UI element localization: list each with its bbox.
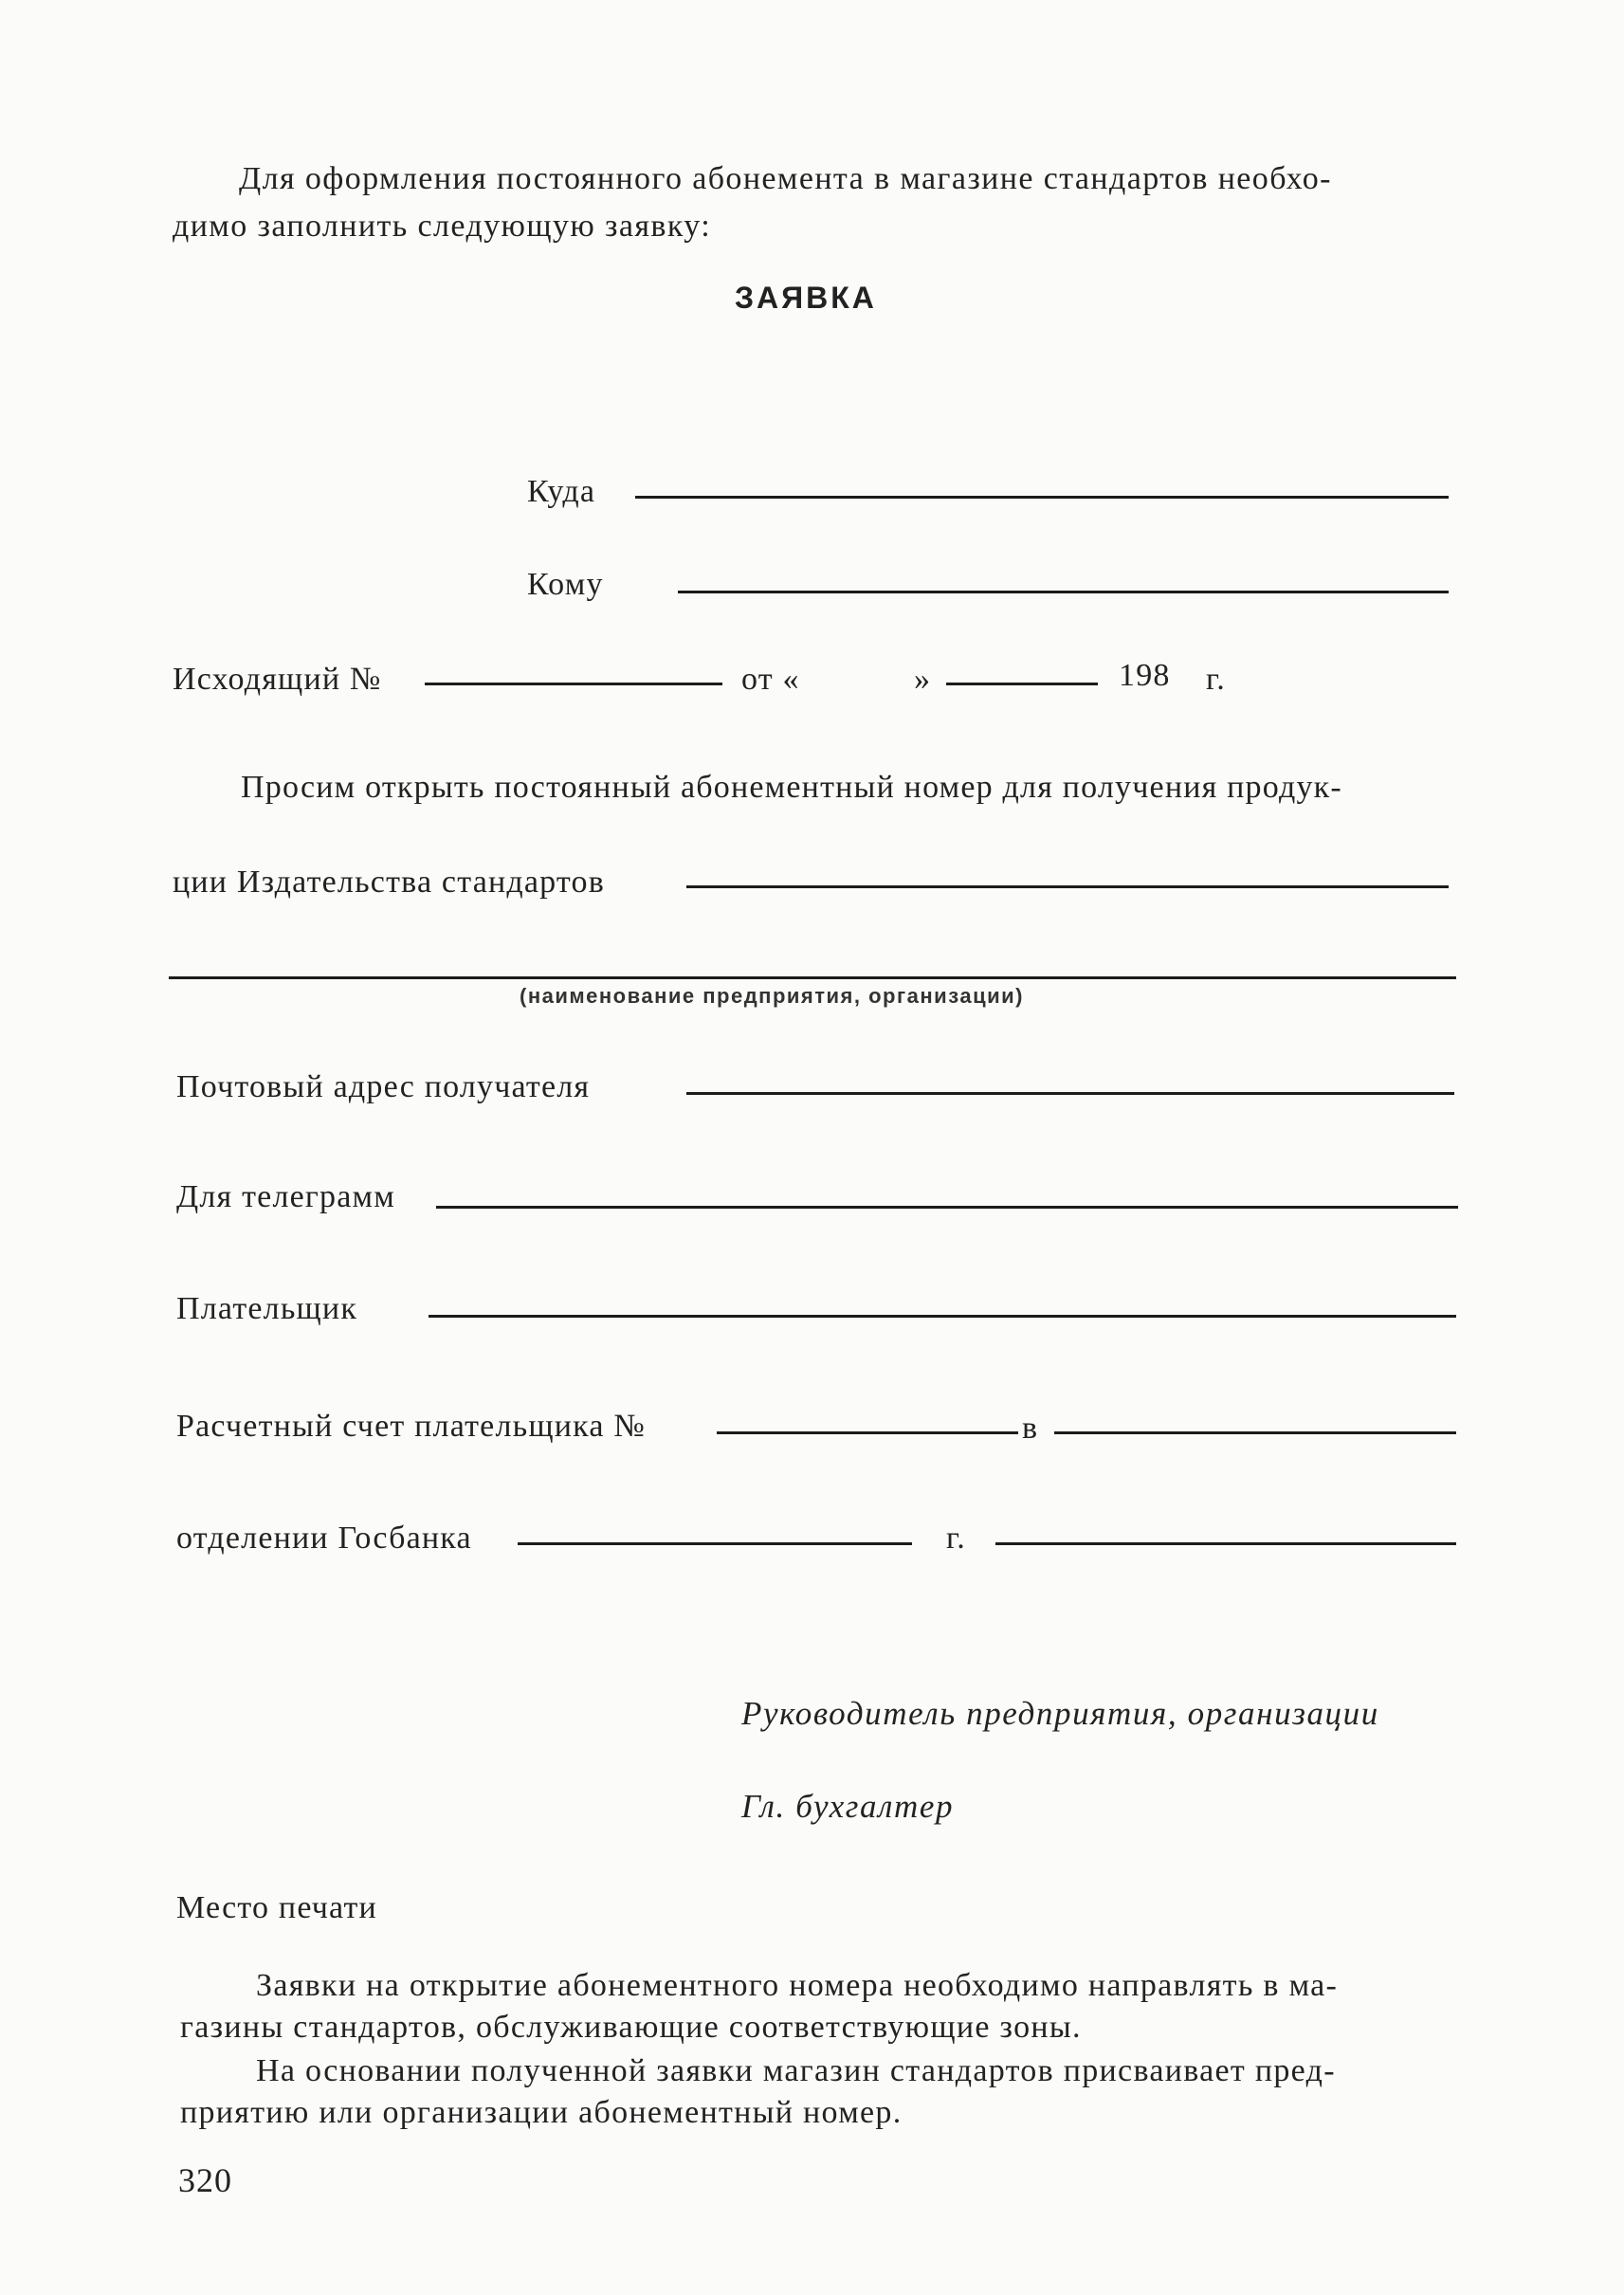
date-close-quote: » (914, 662, 932, 697)
note-2-line-2: приятию или организации абонементный номер. (180, 2095, 903, 2130)
bank-branch-label: отделении Госбанка (176, 1521, 472, 1556)
postal-address-label: Почтовый адрес получателя (176, 1069, 591, 1104)
organization-caption: (наименование предприятия, организации) (520, 984, 1024, 1008)
accountant-signature-label: Гл. бухгалтер (741, 1788, 955, 1825)
bank-city-label: г. (946, 1521, 967, 1556)
page-number: 320 (178, 2161, 232, 2199)
publisher-field[interactable] (686, 885, 1449, 888)
intro-line-2: димо заполнить следующую заявку: (173, 209, 712, 244)
telegram-label: Для телеграмм (176, 1179, 395, 1214)
komu-label: Кому (527, 567, 604, 602)
form-title: ЗАЯВКА (735, 281, 877, 315)
bank-city-field[interactable] (995, 1542, 1456, 1545)
outgoing-number-field[interactable] (425, 683, 722, 685)
seal-label: Место печати (176, 1890, 377, 1925)
head-signature-label: Руководитель предприятия, организации (741, 1695, 1379, 1732)
date-from-label: от « (741, 662, 800, 697)
kuda-label: Куда (527, 474, 596, 509)
year-suffix-label: г. (1206, 662, 1227, 697)
date-month-field[interactable] (946, 683, 1098, 685)
organization-name-field[interactable] (169, 976, 1456, 979)
request-line-1: Просим открыть постоянный абонементный номер для получения продук- (241, 770, 1342, 805)
account-label: Расчетный счет плательщика № (176, 1409, 646, 1444)
outgoing-number-label: Исходящий № (173, 662, 382, 697)
bank-branch-field[interactable] (518, 1542, 912, 1545)
account-bank-field[interactable] (1054, 1431, 1456, 1434)
account-in-label: в (1022, 1411, 1039, 1446)
postal-address-field[interactable] (686, 1092, 1454, 1095)
kuda-field[interactable] (635, 496, 1449, 499)
request-line-2: ции Издательства стандартов (173, 865, 605, 900)
account-number-field[interactable] (717, 1431, 1018, 1434)
intro-line-1: Для оформления постоянного абонемента в магазине стандартов необхо- (239, 161, 1332, 196)
payer-label: Плательщик (176, 1291, 358, 1326)
note-1-line-1: Заявки на открытие абонементного номера необходимо направлять в ма- (256, 1968, 1339, 2003)
date-day-field[interactable] (821, 683, 822, 685)
telegram-field[interactable] (436, 1206, 1458, 1209)
year-label: 198 (1119, 658, 1171, 693)
note-1-line-2: газины стандартов, обслуживающие соответствующие зоны. (180, 2010, 1082, 2045)
note-2-line-1: На основании полученной заявки магазин стандартов присваивает пред- (256, 2053, 1336, 2088)
komu-field[interactable] (678, 591, 1449, 593)
payer-field[interactable] (429, 1315, 1456, 1318)
